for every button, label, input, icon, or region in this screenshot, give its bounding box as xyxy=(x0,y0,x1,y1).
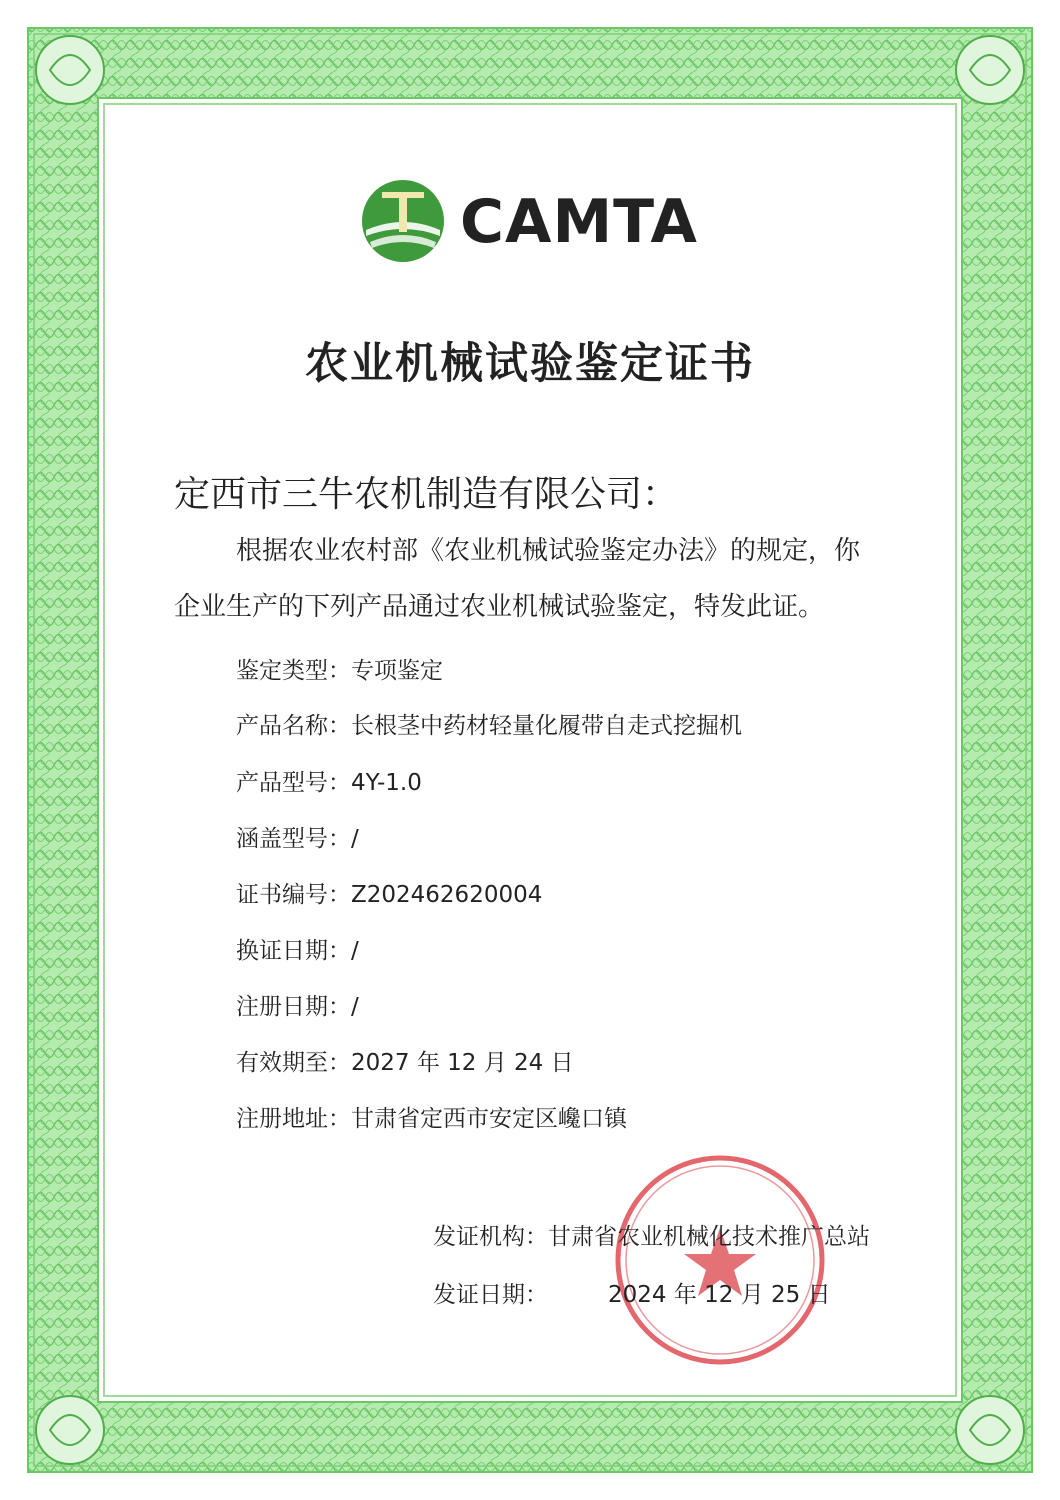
field-renewal-date xyxy=(236,932,359,965)
field-product-name xyxy=(236,707,742,740)
field-label: 涵盖型号： xyxy=(236,826,351,852)
field-label: 换证日期： xyxy=(236,938,351,964)
field-certificate-number xyxy=(236,876,542,909)
field-value: 甘肃省定西市安定区巉口镇 xyxy=(351,1106,627,1132)
field-registration-date xyxy=(236,988,359,1021)
issuer-org-label: 发证机构： xyxy=(433,1224,548,1250)
company-name: 定西市三牛农机制造有限公司： xyxy=(174,474,679,515)
issue-date-label: 发证日期： xyxy=(433,1282,548,1308)
field-label: 产品名称： xyxy=(236,713,351,739)
field-value: / xyxy=(351,826,359,852)
issuer-org-value: 甘肃省农业机械化技术推广总站 xyxy=(548,1224,870,1250)
field-label: 注册地址： xyxy=(236,1106,351,1132)
issue-date xyxy=(433,1276,831,1309)
field-value: 专项鉴定 xyxy=(351,658,443,684)
issuer-organization xyxy=(433,1218,870,1251)
intro-line-1: 根据农业农村部《农业机械试验鉴定办法》的规定，你 xyxy=(236,536,861,566)
intro-line-2: 企业生产的下列产品通过农业机械试验鉴定，特发此证。 xyxy=(174,592,825,622)
field-covered-models xyxy=(236,820,359,853)
field-label: 证书编号： xyxy=(236,882,351,908)
field-value: 2027 年 12 月 24 日 xyxy=(351,1050,574,1076)
field-valid-until xyxy=(236,1044,574,1077)
field-value: Z202462620004 xyxy=(351,882,543,908)
logo-wordmark: CAMTA xyxy=(460,187,698,257)
field-value: / xyxy=(351,938,359,964)
field-label: 有效期至： xyxy=(236,1050,351,1076)
field-label: 产品型号： xyxy=(236,770,351,796)
field-value: 长根茎中药材轻量化履带自走式挖掘机 xyxy=(351,713,742,739)
field-value: / xyxy=(351,994,359,1020)
field-label: 鉴定类型： xyxy=(236,658,351,684)
field-registered-address xyxy=(236,1100,627,1133)
field-product-model xyxy=(236,764,422,797)
field-label: 注册日期： xyxy=(236,994,351,1020)
field-appraisal-type xyxy=(236,652,443,685)
field-value: 4Y-1.0 xyxy=(351,770,422,796)
certificate-title: 农业机械试验鉴定证书 xyxy=(305,339,755,389)
issue-date-value: 2024 年 12 月 25 日 xyxy=(608,1282,831,1308)
official-seal xyxy=(610,1150,830,1370)
